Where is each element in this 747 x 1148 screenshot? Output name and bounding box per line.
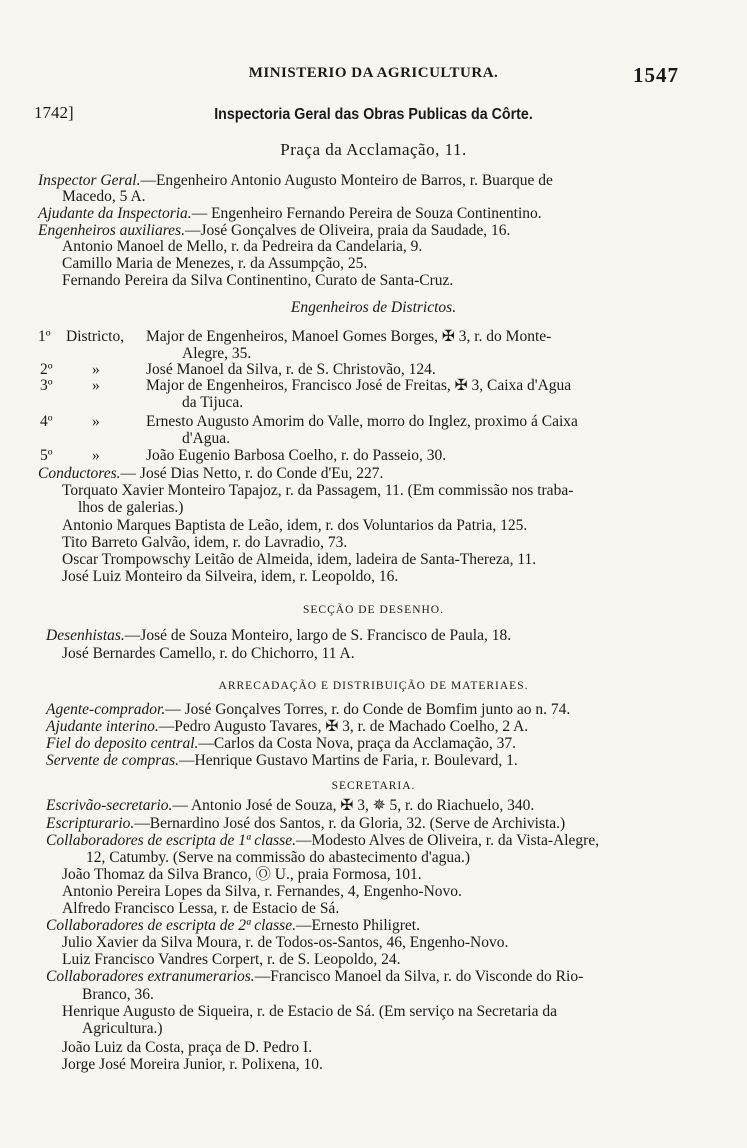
district-text: José Manoel da Silva, r. de S. Christovão, 124. — [146, 361, 436, 378]
escrivao-label: Escrivão-secretario. — [46, 797, 173, 814]
collab-2-label: Collaboradores de escripta de 2ª classe. — [46, 917, 296, 934]
escrivao-text: — Antonio José de Souza, ✠ 3, ✵ 5, r. do Riachuelo, 340. — [172, 797, 535, 814]
ministry-header: MINISTERIO DA AGRICULTURA. — [248, 65, 499, 81]
section-title: Inspectoria Geral das Obras Publicas da Côrte. — [214, 106, 533, 123]
collab-1-text: —Modesto Alves de Oliveira, r. da Vista-Alegre, — [295, 832, 600, 849]
secretaria-l9: Luiz Francisco Vandres Corpert, r. de S. Leopoldo, 24. — [62, 951, 401, 968]
district-num: 3º — [40, 377, 53, 394]
escrivao-line — [46, 797, 534, 815]
inspector-cont: Macedo, 5 A. — [62, 188, 146, 205]
desenhistas-label: Desenhistas. — [46, 627, 125, 644]
secretaria-l5: Antonio Pereira Lopes da Silva, r. Fernandes, 4, Engenho-Novo. — [62, 883, 462, 900]
district-text: Ernesto Augusto Amorim do Valle, morro do Inglez, proximo á Caixa — [146, 413, 578, 430]
collab-1-line — [46, 832, 599, 850]
district-text: Major de Engenheiros, Manoel Gomes Borges, ✠ 3, r. do Monte- — [146, 328, 552, 345]
auxiliar-1: Antonio Manoel de Mello, r. da Pedreira da Candelaria, 9. — [62, 238, 423, 255]
conductores-label: Conductores. — [38, 465, 121, 482]
conductor-5: José Luiz Monteiro da Silveira, idem, r. Leopoldo, 16. — [62, 568, 399, 585]
collab-1-label: Collaboradores de escripta de 1ª classe. — [46, 832, 296, 849]
collab-2-line — [46, 917, 420, 935]
servente-label: Servente de compras. — [46, 752, 179, 769]
entry-number: 1742] — [34, 103, 74, 122]
ajudante-interino-line — [46, 718, 528, 736]
escripturario-label: Escripturario. — [46, 815, 135, 832]
ajudante-interino-text: —Pedro Augusto Tavares, ✠ 3, r. de Machado Coelho, 2 A. — [158, 718, 529, 735]
conductores-line — [38, 465, 383, 483]
desenhista-2: José Bernardes Camello, r. do Chichorro, 11 A. — [62, 645, 355, 662]
district-label: » — [92, 377, 100, 394]
ajudante-text: — Engenheiro Fernando Pereira de Souza Continentino. — [191, 205, 542, 222]
inspector-text: —Engenheiro Antonio Augusto Monteiro de Barros, r. Buarque de — [140, 172, 553, 189]
secretaria-l12: João Luiz da Costa, praça de D. Pedro I. — [62, 1039, 313, 1056]
page-number: 1547 — [633, 63, 679, 87]
district-num: 2º — [40, 361, 53, 378]
extranumerarios-cont: Branco, 36. — [82, 986, 154, 1003]
secretaria-l13: Jorge José Moreira Junior, r. Polixena, 10. — [62, 1056, 323, 1073]
fiel-label: Fiel do deposito central. — [46, 735, 199, 752]
conductor-1: Torquato Xavier Monteiro Tapajoz, r. da Passagem, 11. (Em commissão nos traba- — [62, 482, 574, 499]
extranumerarios-label: Collaboradores extranumerarios. — [46, 968, 255, 985]
section-address: Praça da Acclamação, 11. — [280, 140, 467, 159]
district-text-cont: d'Agua. — [182, 430, 230, 447]
conductores-text: — José Dias Netto, r. do Conde d'Eu, 227. — [120, 465, 384, 482]
escripturario-line — [46, 815, 565, 833]
desenhistas-text: —José de Souza Monteiro, largo de S. Francisco de Paula, 18. — [124, 627, 512, 644]
district-num: 1º — [38, 328, 51, 345]
fiel-line — [46, 735, 516, 753]
extranumerarios-text: —Francisco Manoel da Silva, r. do Visconde do Rio- — [254, 968, 584, 985]
district-label: » — [92, 447, 100, 464]
servente-line — [46, 752, 518, 770]
secretaria-l11: Henrique Augusto de Siqueira, r. de Estacio de Sá. (Em serviço na Secretaria da — [62, 1003, 557, 1020]
desenho-heading: SECÇÃO DE DESENHO. — [303, 604, 444, 616]
auxiliares-text: —José Gonçalves de Oliveira, praia da Saudade, 16. — [184, 222, 511, 239]
escripturario-text: —Bernardino José dos Santos, r. da Gloria, 32. (Serve de Archivista.) — [134, 815, 566, 832]
conductor-1-cont: lhos de galerias.) — [78, 499, 184, 516]
ajudante-line — [38, 205, 542, 223]
district-text: Major de Engenheiros, Francisco José de Freitas, ✠ 3, Caixa d'Agua — [146, 377, 572, 394]
ajudante-interino-label: Ajudante interino. — [46, 718, 159, 735]
extranumerarios-line — [46, 968, 583, 986]
agente-text: — José Gonçalves Torres, r. do Conde de Bomfim junto ao n. 74. — [165, 701, 571, 718]
secretaria-l6: Alfredo Francisco Lessa, r. de Estacio de Sá. — [62, 900, 340, 917]
auxiliar-3: Fernando Pereira da Silva Continentino, Curato de Santa-Cruz. — [62, 272, 454, 289]
collab-1-cont: 12, Catumby. (Serve na commissão do abastecimento d'agua.) — [86, 849, 471, 866]
desenhistas-line — [46, 627, 511, 645]
district-label: » — [92, 361, 100, 378]
agente-label: Agente-comprador. — [46, 701, 166, 718]
secretaria-l11-cont: Agricultura.) — [82, 1020, 163, 1037]
district-label: Districto, — [66, 328, 125, 345]
secretaria-l8: Julio Xavier da Silva Moura, r. de Todos-os-Santos, 46, Engenho-Novo. — [62, 934, 509, 951]
conductor-4: Oscar Trompowschy Leitão de Almeida, idem, ladeira de Santa-Thereza, 11. — [62, 551, 537, 568]
conductor-3: Tito Barreto Galvão, idem, r. do Lavradio, 73. — [62, 534, 348, 551]
district-num: 4º — [40, 413, 53, 430]
secretaria-heading: SECRETARIA. — [331, 780, 416, 792]
fiel-text: —Carlos da Costa Nova, praça da Acclamação, 37. — [198, 735, 517, 752]
district-text-cont: da Tijuca. — [182, 394, 244, 411]
agente-line — [46, 701, 570, 719]
district-text-cont: Alegre, 35. — [182, 345, 252, 362]
district-num: 5º — [40, 447, 53, 464]
auxiliares-label: Engenheiros auxiliares. — [38, 222, 185, 239]
arrecadacao-heading: ARRECADAÇÃO E DISTRIBUIÇÃO DE MATERIAES. — [218, 680, 529, 692]
conductor-2: Antonio Marques Baptista de Leão, idem, r. dos Voluntarios da Patria, 125. — [62, 517, 528, 534]
secretaria-l4: João Thomaz da Silva Branco, Ⓞ U., praia Formosa, 101. — [62, 866, 422, 883]
district-text: João Eugenio Barbosa Coelho, r. do Passeio, 30. — [146, 447, 447, 464]
collab-2-text: —Ernesto Philigret. — [295, 917, 420, 934]
inspector-label: Inspector Geral. — [38, 172, 141, 189]
servente-text: —Henrique Gustavo Martins de Faria, r. Boulevard, 1. — [179, 752, 518, 769]
districts-heading: Engenheiros de Districtos. — [290, 299, 457, 316]
ajudante-label: Ajudante da Inspectoria. — [38, 205, 192, 222]
district-label: » — [92, 413, 100, 430]
auxiliar-2: Camillo Maria de Menezes, r. da Assumpção, 25. — [62, 255, 368, 272]
